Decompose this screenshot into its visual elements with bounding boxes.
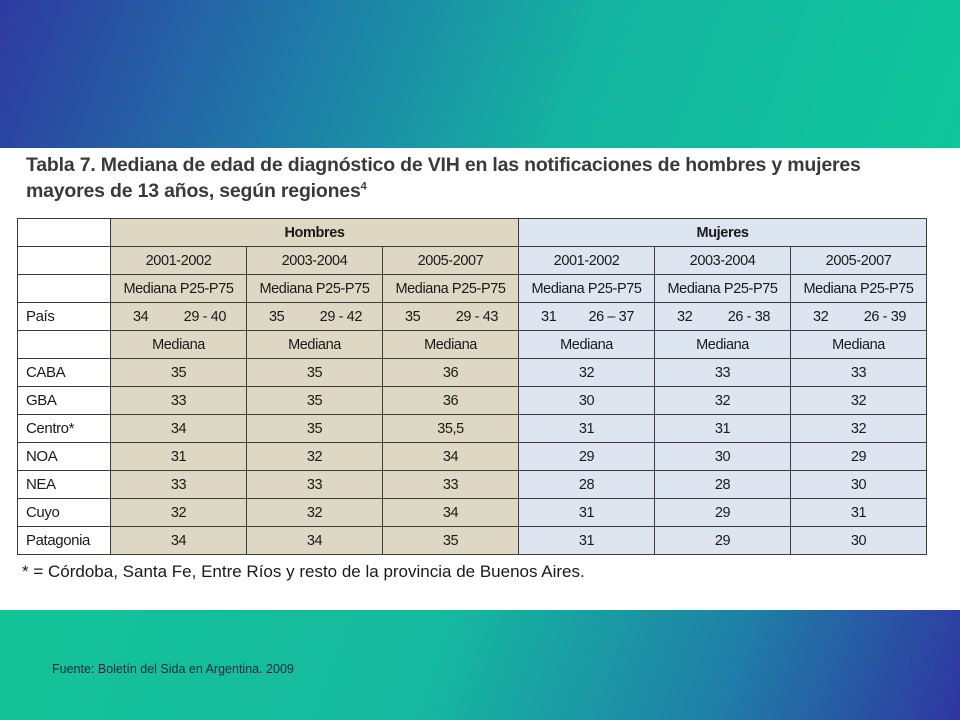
table-cell: 34 (247, 527, 383, 555)
median-header: Mediana (383, 331, 519, 359)
table-cell: 30 (791, 527, 927, 555)
title-footnote-ref: 4 (360, 180, 367, 193)
table-cell: 33 (111, 471, 247, 499)
stat-header-row (18, 275, 927, 303)
table-cell: 29 (791, 443, 927, 471)
group-header-row (18, 219, 927, 247)
median-header: Mediana (519, 331, 655, 359)
table-cell: 30 (791, 471, 927, 499)
table-cell: 35 (111, 359, 247, 387)
pais-median: 35 (405, 308, 421, 325)
median-header-row (18, 331, 927, 359)
table-cell: 36 (383, 387, 519, 415)
table-row (18, 359, 927, 387)
source-caption: Fuente: Boletín del Sida en Argentina. 2009 (52, 662, 294, 676)
table-cell: 35 (383, 527, 519, 555)
table-cell: 32 (791, 387, 927, 415)
table-title: Tabla 7. Mediana de edad de diagnóstico de VIH en las notificaciones de hombres y mujeres mayores de 13 años, según regiones$^4$ (26, 154, 861, 202)
table-cell: 33 (655, 359, 791, 387)
table-cell: 32 (791, 415, 927, 443)
row-label: CABA (18, 359, 111, 387)
median-header: Mediana (655, 331, 791, 359)
top-gradient-band (0, 0, 960, 148)
median-header: Mediana (247, 331, 383, 359)
pais-range: 26 - 38 (727, 308, 771, 325)
stat-header: Mediana P25-P75 (791, 275, 927, 303)
table-cell: 30 (655, 443, 791, 471)
table-cell: 34 (111, 527, 247, 555)
row-label: País (18, 303, 111, 331)
pais-median: 34 (133, 308, 149, 325)
pais-cell (519, 303, 655, 331)
pais-range: 26 – 37 (588, 308, 635, 325)
table-cell: 31 (519, 527, 655, 555)
table-cell: 35,5 (383, 415, 519, 443)
table-cell: 28 (519, 471, 655, 499)
table-image-area (0, 148, 960, 610)
period-header-row (18, 247, 927, 275)
period-header: 2001-2002 (519, 247, 655, 275)
table-cell: 31 (791, 499, 927, 527)
pais-cell (655, 303, 791, 331)
pais-range: 29 - 40 (183, 308, 226, 325)
table-cell: 34 (383, 499, 519, 527)
period-header: 2003-2004 (247, 247, 383, 275)
table-cell: 32 (247, 443, 383, 471)
row-label: NEA (18, 471, 111, 499)
table-cell: 33 (247, 471, 383, 499)
pais-median: 31 (541, 308, 557, 325)
pais-cell (383, 303, 519, 331)
table-cell: 28 (655, 471, 791, 499)
table-row (18, 387, 927, 415)
table-cell: 32 (111, 499, 247, 527)
table-cell: 35 (247, 415, 383, 443)
table-cell: 35 (247, 387, 383, 415)
pais-range: 26 - 39 (863, 308, 907, 325)
pais-median: 32 (677, 308, 693, 325)
region-rows (18, 359, 927, 555)
table-cell: 36 (383, 359, 519, 387)
period-header: 2001-2002 (111, 247, 247, 275)
table-row (18, 527, 927, 555)
table-cell: 34 (111, 415, 247, 443)
table-cell: 31 (519, 415, 655, 443)
blank-cell (18, 247, 111, 275)
median-header: Mediana (791, 331, 927, 359)
table-row (18, 415, 927, 443)
group-header-mujeres: Mujeres (519, 219, 927, 247)
table-cell: 31 (111, 443, 247, 471)
table-cell: 34 (383, 443, 519, 471)
stat-header: Mediana P25-P75 (247, 275, 383, 303)
table-cell: 32 (519, 359, 655, 387)
table-row (18, 471, 927, 499)
table-cell: 32 (247, 499, 383, 527)
pais-median: 35 (269, 308, 285, 325)
stat-header: Mediana P25-P75 (655, 275, 791, 303)
table-cell: 29 (655, 527, 791, 555)
period-header: 2005-2007 (383, 247, 519, 275)
blank-cell (18, 275, 111, 303)
table-cell: 31 (519, 499, 655, 527)
hiv-diagnosis-age-table (17, 218, 927, 555)
row-label: Centro* (18, 415, 111, 443)
table-row (18, 443, 927, 471)
row-label: GBA (18, 387, 111, 415)
table-footnote: * = Córdoba, Santa Fe, Entre Ríos y resto de la provincia de Buenos Aires. (22, 562, 585, 581)
pais-median: 32 (813, 308, 829, 325)
corner-cell (18, 219, 111, 247)
table-cell: 31 (655, 415, 791, 443)
stat-header: Mediana P25-P75 (111, 275, 247, 303)
stat-header: Mediana P25-P75 (519, 275, 655, 303)
table-row (18, 499, 927, 527)
blank-cell (18, 331, 111, 359)
median-header: Mediana (111, 331, 247, 359)
table-cell: 33 (791, 359, 927, 387)
row-label: NOA (18, 443, 111, 471)
table-cell: 33 (383, 471, 519, 499)
pais-cell (791, 303, 927, 331)
pais-range: 29 - 42 (319, 308, 362, 325)
table-cell: 30 (519, 387, 655, 415)
table-cell: 33 (111, 387, 247, 415)
group-header-hombres: Hombres (111, 219, 519, 247)
pais-range: 29 - 43 (455, 308, 499, 325)
table-cell: 32 (655, 387, 791, 415)
table-cell: 35 (247, 359, 383, 387)
table-row-pais (18, 303, 927, 331)
pais-cell (111, 303, 247, 331)
row-label: Cuyo (18, 499, 111, 527)
stat-header: Mediana P25-P75 (383, 275, 519, 303)
period-header: 2003-2004 (655, 247, 791, 275)
period-header: 2005-2007 (791, 247, 927, 275)
table-cell: 29 (519, 443, 655, 471)
table-cell: 29 (655, 499, 791, 527)
pais-cell (247, 303, 383, 331)
row-label: Patagonia (18, 527, 111, 555)
